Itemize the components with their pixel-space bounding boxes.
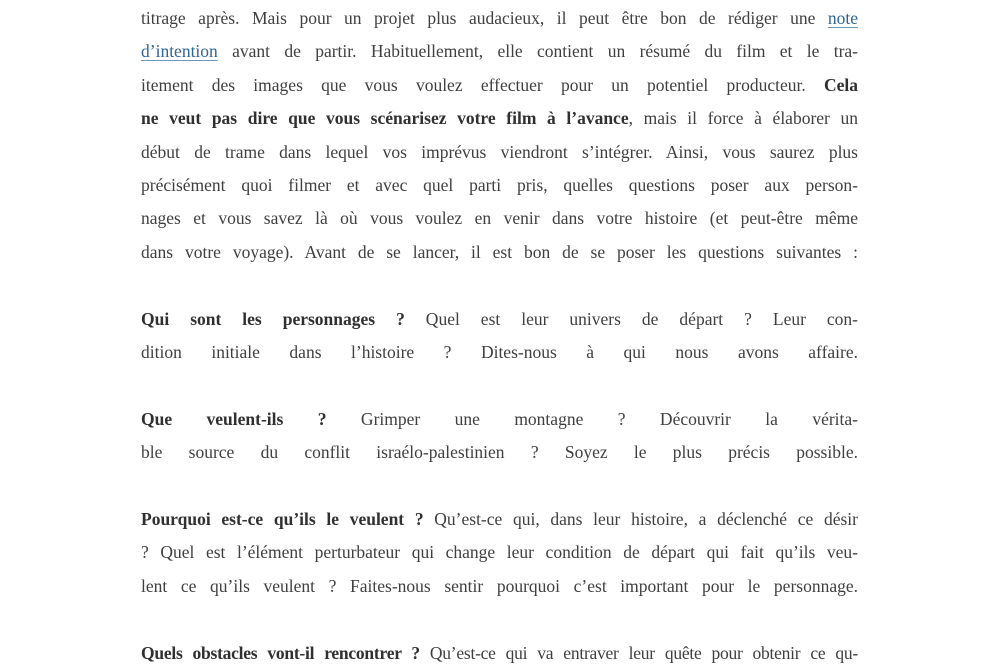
note-intention-link-part-1[interactable]: note (827, 8, 858, 28)
bold-text-run: Cela (823, 74, 858, 95)
text-run: Qu’est-ce qui va entraver leur quête pour obtenir ce qu- (419, 642, 858, 663)
question-heading-bold: Pourquoi est-ce qu’ils le veulent ? (141, 509, 424, 530)
text-run: ? Quel est l’élément perturbateur qui change leur condition de départ qui fait qu’ils veu- (141, 542, 858, 563)
text-run: itement des images que vous voulez effectuer pour un potentiel producteur. (141, 74, 824, 95)
question-heading-bold: Qui sont les personnages ? (141, 308, 405, 329)
text-line (141, 436, 858, 469)
text-line (141, 536, 858, 569)
text-run: avant de partir. Habituellement, elle contient un résumé du film et le tra- (217, 41, 858, 62)
paragraph-intro (141, 2, 858, 269)
text-run: dans votre voyage). Avant de se lancer, il est bon de se poser les questions suivantes : (141, 241, 858, 262)
text-run: Quel est leur univers de départ ? Leur con- (404, 308, 858, 329)
text-run: , mais il force à élaborer un (628, 108, 858, 129)
text-line (141, 169, 858, 202)
question-heading-bold: Quels obstacles vont-il rencontrer ? (141, 642, 420, 663)
text-run: ble source du conflit israélo-palestinien ? Soyez le plus précis possible. (141, 442, 858, 463)
article-text-column (141, 2, 858, 670)
text-line (141, 336, 858, 369)
text-line (141, 303, 858, 336)
text-run: début de trame dans lequel vos imprévus viendront s’intégrer. Ainsi, vous saurez plus (141, 141, 858, 162)
text-line (141, 102, 858, 135)
paragraph-question-pourquoi (141, 503, 858, 603)
text-run: Grimper une montagne ? Découvrir la vérita- (326, 408, 859, 429)
text-run: titrage après. Mais pour un projet plus audacieux, il peut être bon de rédiger une (141, 8, 828, 28)
text-run: Qu’est-ce qui, dans leur histoire, a déclenché ce désir (423, 509, 858, 530)
text-line (141, 202, 858, 235)
text-line (141, 637, 858, 670)
paragraph-question-personnages (141, 303, 858, 370)
text-line (141, 236, 858, 269)
paragraph-question-obstacles (141, 637, 858, 670)
paragraph-question-veulent (141, 403, 858, 470)
question-heading-bold: Que veulent-ils ? (141, 408, 327, 429)
text-line (141, 69, 858, 102)
text-run: précisément quoi filmer et avec quel parti pris, quelles questions poser aux person- (141, 175, 858, 196)
text-run: nages et vous savez là où vous voulez en venir dans votre histoire (et peut-être même (141, 208, 858, 229)
text-line (141, 136, 858, 169)
note-intention-link-part-2[interactable]: d’intention (141, 41, 218, 62)
bold-text-run: ne veut pas dire que vous scénarisez votre film à l’avance (141, 108, 629, 129)
text-line (141, 35, 858, 68)
text-run: lent ce qu’ils veulent ? Faites-nous sentir pourquoi c’est important pour le personnage. (141, 575, 858, 596)
text-line (141, 403, 858, 436)
text-line (141, 570, 858, 603)
text-run: dition initiale dans l’histoire ? Dites-nous à qui nous avons affaire. (141, 342, 858, 363)
text-line (141, 503, 858, 536)
text-line (141, 2, 858, 35)
